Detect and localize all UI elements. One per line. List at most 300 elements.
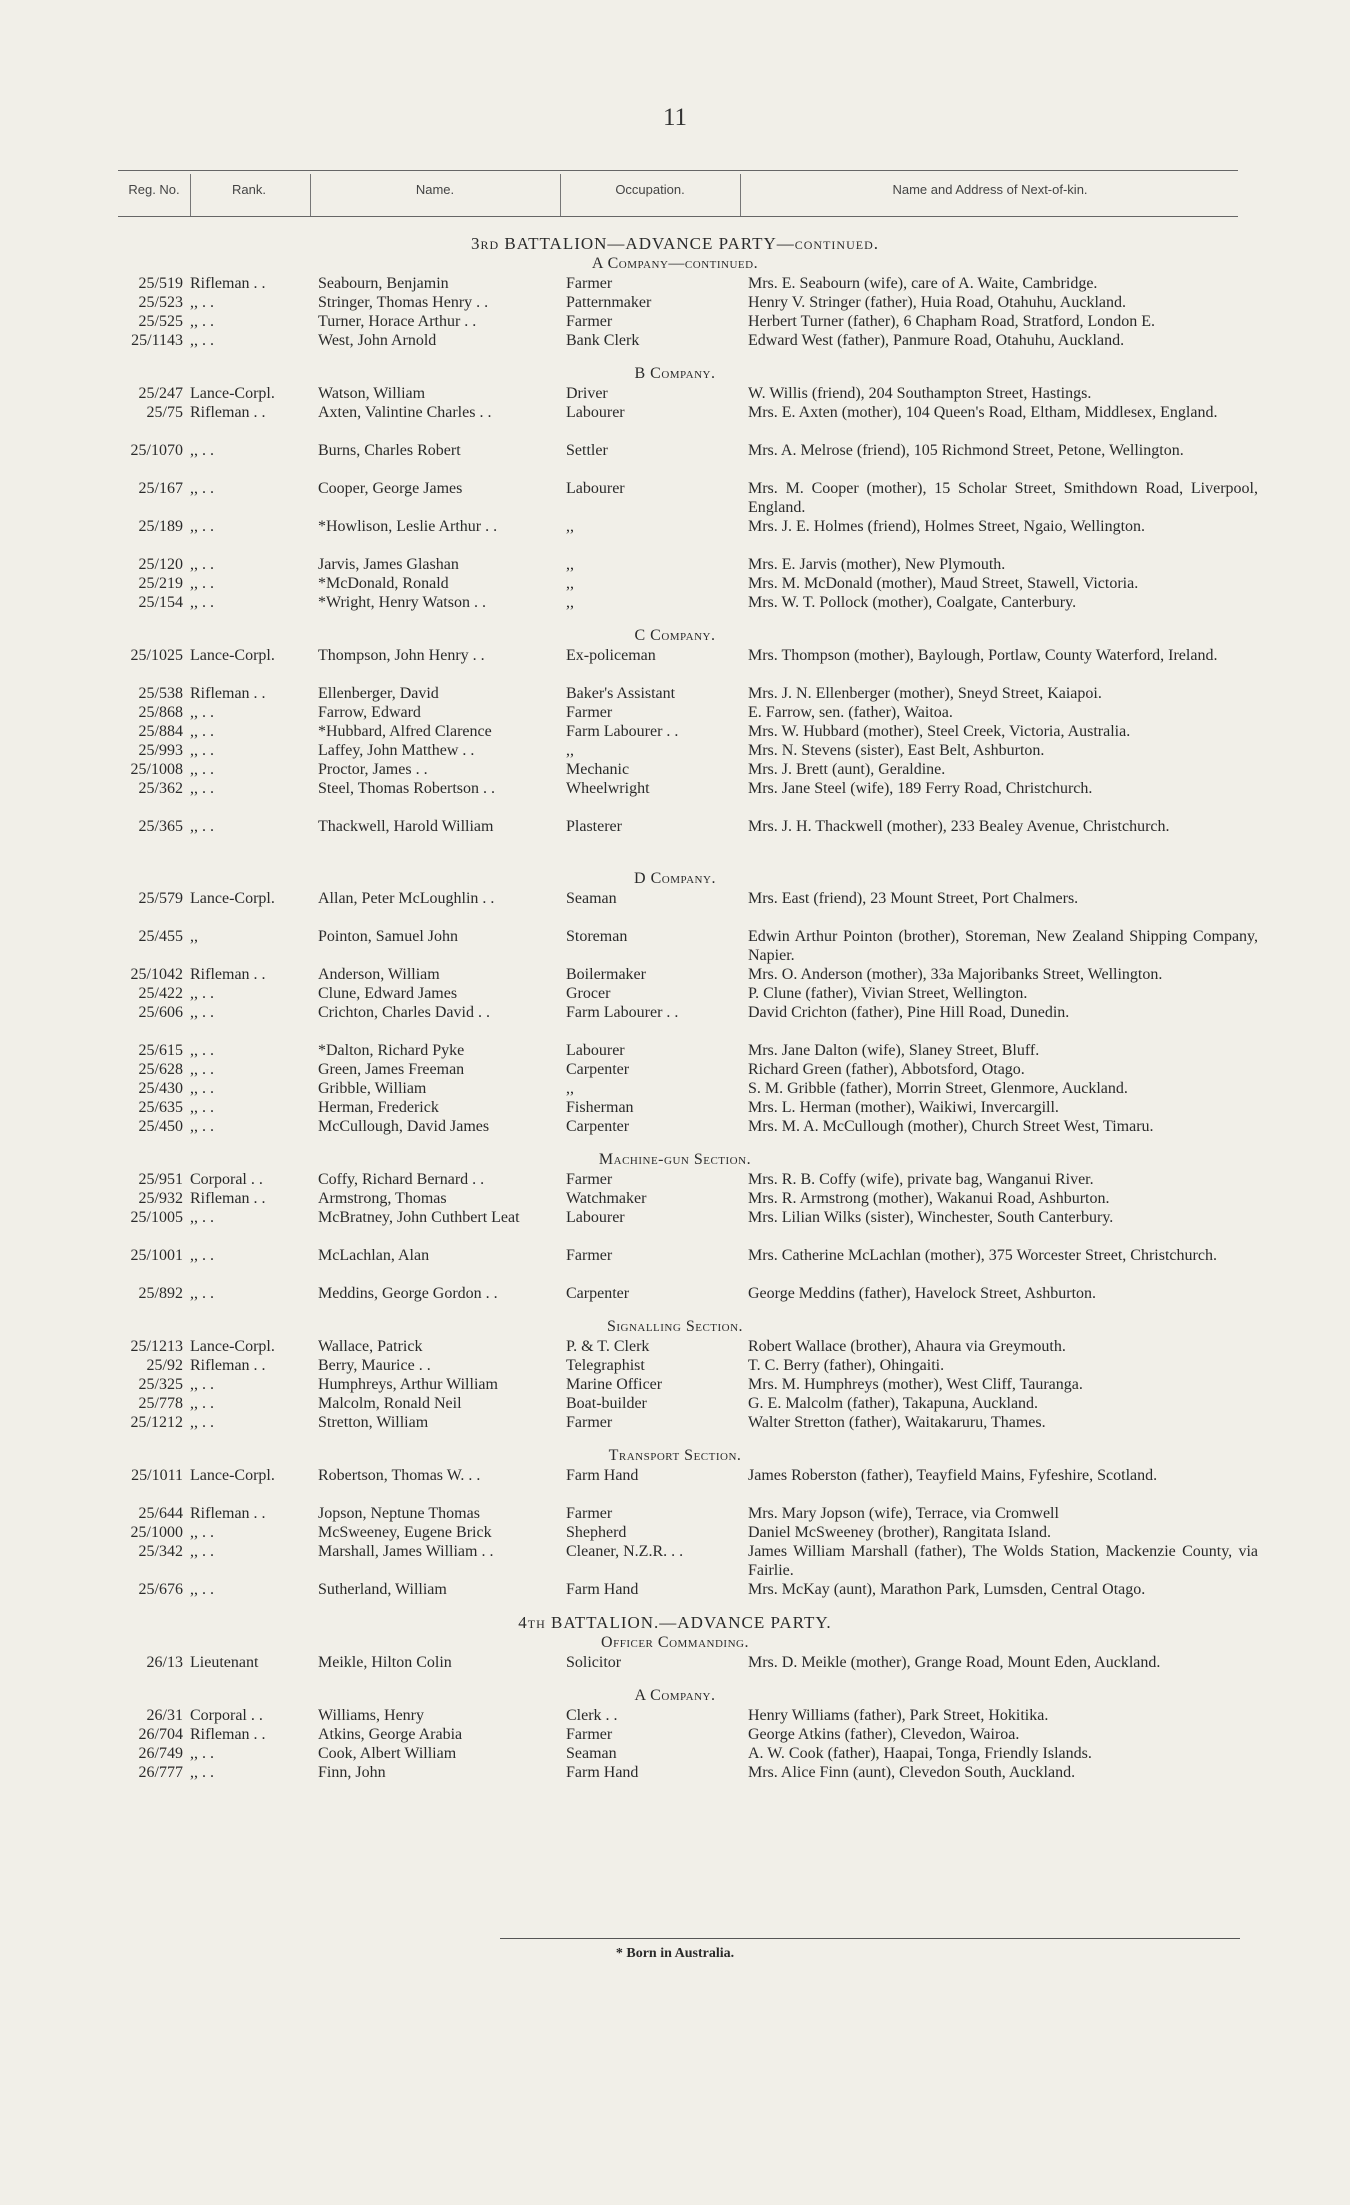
section-title: D Company. <box>634 870 716 887</box>
table-header <box>0 174 1350 214</box>
soldier-name: Clune, Edward James <box>318 985 458 1002</box>
reg-number: 25/1070 <box>130 442 183 459</box>
occupation: ,, <box>566 742 574 759</box>
soldier-name: Thompson, John Henry . . <box>318 647 485 664</box>
rank: Lance-Corpl. <box>190 647 275 664</box>
reg-number: 25/1042 <box>130 966 183 983</box>
next-of-kin: Mrs. D. Meikle (mother), Grange Road, Mount Eden, Auckland. <box>748 1654 1161 1671</box>
soldier-name: *Hubbard, Alfred Clarence <box>318 723 492 740</box>
section-block <box>0 626 1350 855</box>
table-row <box>0 1706 1350 1725</box>
next-of-kin: Mrs. McKay (aunt), Marathon Park, Lumsden, Central Otago. <box>748 1581 1146 1598</box>
next-of-kin: Mrs. Jane Steel (wife), 189 Ferry Road, Christchurch. <box>748 780 1093 797</box>
occupation: Seaman <box>566 890 617 907</box>
section-block <box>0 1686 1350 1782</box>
next-of-kin: Richard Green (father), Abbotsford, Otago. <box>748 1061 1025 1078</box>
reg-number: 25/450 <box>138 1118 183 1135</box>
reg-number: 25/1008 <box>130 761 183 778</box>
rank: ,, . . <box>190 594 214 611</box>
next-of-kin: Mrs. E. Jarvis (mother), New Plymouth. <box>748 556 1006 573</box>
header-top-rule <box>118 170 1238 171</box>
occupation: Solicitor <box>566 1654 622 1671</box>
table-row <box>0 984 1350 1003</box>
table-row <box>0 1170 1350 1189</box>
occupation: ,, <box>566 575 574 592</box>
next-of-kin: G. E. Malcolm (father), Takapuna, Auckland. <box>748 1395 1039 1412</box>
table-row <box>0 1079 1350 1098</box>
table-row <box>0 441 1350 479</box>
soldier-name: Turner, Horace Arthur . . <box>318 313 477 330</box>
rank: ,, . . <box>190 1004 214 1021</box>
next-of-kin: Edward West (father), Panmure Road, Otahuhu, Auckland. <box>748 332 1125 349</box>
table-row <box>0 1394 1350 1413</box>
reg-number: 25/884 <box>138 723 183 740</box>
reg-number: 25/892 <box>138 1285 183 1302</box>
footer-rule <box>500 1938 1240 1939</box>
next-of-kin: Mrs. M. A. McCullough (mother), Church Street West, Timaru. <box>748 1118 1154 1135</box>
section-block <box>0 234 1350 350</box>
reg-number: 25/154 <box>138 594 183 611</box>
rank: ,, . . <box>190 1414 214 1431</box>
soldier-name: Watson, William <box>318 385 426 402</box>
rank: ,, . . <box>190 518 214 535</box>
soldier-name: Stringer, Thomas Henry . . <box>318 294 489 311</box>
occupation: Labourer <box>566 1209 625 1226</box>
rank: ,, . . <box>190 556 214 573</box>
soldier-name: Ellenberger, David <box>318 685 439 702</box>
rank: Rifleman . . <box>190 404 266 421</box>
next-of-kin: David Crichton (father), Pine Hill Road, Dunedin. <box>748 1004 1070 1021</box>
occupation: Farmer <box>566 1505 613 1522</box>
rank: Rifleman . . <box>190 685 266 702</box>
occupation: Labourer <box>566 480 625 497</box>
soldier-name: *Howlison, Leslie Arthur . . <box>318 518 498 535</box>
table-row <box>0 312 1350 331</box>
table-row <box>0 555 1350 574</box>
reg-number: 25/1011 <box>131 1467 183 1484</box>
header-rank: Rank. <box>232 182 266 197</box>
occupation: Cleaner, N.Z.R. . . <box>566 1543 684 1560</box>
soldier-name: Burns, Charles Robert <box>318 442 461 459</box>
occupation: Plasterer <box>566 818 622 835</box>
reg-number: 25/932 <box>138 1190 183 1207</box>
soldier-name: Proctor, James . . <box>318 761 428 778</box>
section-title: A Company—continued. <box>591 255 759 272</box>
soldier-name: Laffey, John Matthew . . <box>318 742 475 759</box>
occupation: Clerk . . <box>566 1707 618 1724</box>
rank: Lieutenant <box>190 1654 259 1671</box>
soldier-name: McCullough, David James <box>318 1118 490 1135</box>
rank: Rifleman . . <box>190 275 266 292</box>
soldier-name: Armstrong, Thomas <box>318 1190 447 1207</box>
soldier-name: Robertson, Thomas W. . . <box>318 1467 481 1484</box>
section-block <box>0 364 1350 612</box>
reg-number: 25/189 <box>138 518 183 535</box>
rank: ,, . . <box>190 1395 214 1412</box>
rank: Lance-Corpl. <box>190 385 275 402</box>
reg-number: 25/993 <box>138 742 183 759</box>
table-row <box>0 1580 1350 1599</box>
soldier-name: West, John Arnold <box>318 332 437 349</box>
occupation: Shepherd <box>566 1524 627 1541</box>
table-row <box>0 293 1350 312</box>
occupation: Carpenter <box>566 1118 630 1135</box>
next-of-kin: Mrs. Lilian Wilks (sister), Winchester, South Canterbury. <box>748 1209 1114 1226</box>
next-of-kin: Mrs. M. McDonald (mother), Maud Street, Stawell, Victoria. <box>748 575 1139 592</box>
table-row <box>0 403 1350 441</box>
soldier-name: McBratney, John Cuthbert Leat <box>318 1209 520 1226</box>
occupation: Driver <box>566 385 608 402</box>
occupation: Farm Hand <box>566 1764 639 1781</box>
next-of-kin: Mrs. Jane Dalton (wife), Slaney Street, Bluff. <box>748 1042 1040 1059</box>
reg-number: 25/523 <box>138 294 183 311</box>
occupation: ,, <box>566 518 574 535</box>
table-row <box>0 1208 1350 1246</box>
section-block <box>0 1150 1350 1303</box>
rank: ,, . . <box>190 742 214 759</box>
soldier-name: Herman, Frederick <box>318 1099 439 1116</box>
next-of-kin: Mrs. R. Armstrong (mother), Wakanui Road, Ashburton. <box>748 1190 1110 1207</box>
soldier-name: Farrow, Edward <box>318 704 421 721</box>
next-of-kin: Mrs. N. Stevens (sister), East Belt, Ashburton. <box>748 742 1045 759</box>
occupation: Farm Labourer . . <box>566 1004 679 1021</box>
soldier-name: Green, James Freeman <box>318 1061 465 1078</box>
soldier-name: Allan, Peter McLoughlin . . <box>318 890 495 907</box>
reg-number: 25/628 <box>138 1061 183 1078</box>
table-row <box>0 1725 1350 1744</box>
table-row <box>0 1041 1350 1060</box>
section-title: A Company. <box>634 1687 716 1704</box>
rank: ,, . . <box>190 1764 214 1781</box>
section-block <box>0 869 1350 1136</box>
rank: ,, . . <box>190 575 214 592</box>
soldier-name: Malcolm, Ronald Neil <box>318 1395 462 1412</box>
rank: ,, . . <box>190 1745 214 1762</box>
reg-number: 25/75 <box>146 404 183 421</box>
occupation: Farmer <box>566 1414 613 1431</box>
section-block <box>0 1317 1350 1432</box>
table-row <box>0 779 1350 817</box>
soldier-name: Sutherland, William <box>318 1581 447 1598</box>
next-of-kin: Mrs. Mary Jopson (wife), Terrace, via Cromwell <box>748 1505 1059 1522</box>
section-title: 3rd BATTALION—ADVANCE PARTY—continued. <box>471 234 879 253</box>
next-of-kin: Mrs. Thompson (mother), Baylough, Portlaw, County Waterford, Ireland. <box>748 647 1218 664</box>
reg-number: 25/1001 <box>130 1247 183 1264</box>
table-row <box>0 593 1350 612</box>
rank: ,, . . <box>190 1080 214 1097</box>
next-of-kin: Mrs. E. Seabourn (wife), care of A. Waite, Cambridge. <box>748 275 1098 292</box>
rank: ,, . . <box>190 480 214 497</box>
occupation: Seaman <box>566 1745 617 1762</box>
occupation: ,, <box>566 594 574 611</box>
rank: ,, . . <box>190 723 214 740</box>
section-block <box>0 1613 1350 1672</box>
next-of-kin: Mrs. M. Humphreys (mother), West Cliff, Tauranga. <box>748 1376 1083 1393</box>
occupation: Farmer <box>566 704 613 721</box>
soldier-name: Steel, Thomas Robertson . . <box>318 780 496 797</box>
table-row <box>0 927 1350 965</box>
reg-number: 25/1005 <box>130 1209 183 1226</box>
table-row <box>0 517 1350 555</box>
reg-number: 25/951 <box>138 1171 183 1188</box>
page-number: 11 <box>662 104 688 131</box>
occupation: Settler <box>566 442 608 459</box>
reg-number: 25/579 <box>138 890 183 907</box>
soldier-name: Stretton, William <box>318 1414 429 1431</box>
occupation: Boilermaker <box>566 966 646 983</box>
rank: ,, . . <box>190 313 214 330</box>
next-of-kin: A. W. Cook (father), Haapai, Tonga, Friendly Islands. <box>748 1745 1092 1762</box>
table-row <box>0 965 1350 984</box>
occupation: Farmer <box>566 275 613 292</box>
occupation: ,, <box>566 1080 574 1097</box>
soldier-name: McLachlan, Alan <box>318 1247 430 1264</box>
occupation: Marine Officer <box>566 1376 663 1393</box>
occupation: ,, <box>566 556 574 573</box>
rank: ,, . . <box>190 442 214 459</box>
soldier-name: Anderson, William <box>318 966 440 983</box>
table-row <box>0 817 1350 855</box>
table-row <box>0 1653 1350 1672</box>
reg-number: 25/219 <box>138 575 183 592</box>
occupation: Telegraphist <box>566 1357 645 1374</box>
reg-number: 25/1000 <box>130 1524 183 1541</box>
next-of-kin: James Roberston (father), Teayfield Mains, Fyfeshire, Scotland. <box>748 1467 1158 1484</box>
section-title: Machine-gun Section. <box>598 1151 752 1168</box>
reg-number: 25/422 <box>138 985 183 1002</box>
section-title: Transport Section. <box>608 1447 742 1464</box>
rank: Rifleman . . <box>190 1505 266 1522</box>
reg-number: 25/325 <box>138 1376 183 1393</box>
table-row <box>0 274 1350 293</box>
table-row <box>0 1466 1350 1504</box>
table-row <box>0 722 1350 741</box>
next-of-kin: George Meddins (father), Havelock Street, Ashburton. <box>748 1285 1097 1302</box>
reg-number: 25/120 <box>138 556 183 573</box>
next-of-kin: Mrs. East (friend), 23 Mount Street, Port Chalmers. <box>748 890 1079 907</box>
next-of-kin: Mrs. J. Brett (aunt), Geraldine. <box>748 761 946 778</box>
reg-number: 25/615 <box>138 1042 183 1059</box>
reg-number: 25/1212 <box>130 1414 183 1431</box>
rank: Corporal . . <box>190 1171 263 1188</box>
occupation: Carpenter <box>566 1285 630 1302</box>
reg-number: 25/538 <box>138 685 183 702</box>
table-row <box>0 1284 1350 1303</box>
reg-number: 26/13 <box>146 1654 183 1671</box>
header-name: Name. <box>415 182 455 197</box>
occupation: Farmer <box>566 1726 613 1743</box>
occupation: Grocer <box>566 985 611 1002</box>
rank: Corporal . . <box>190 1707 263 1724</box>
soldier-name: Crichton, Charles David . . <box>318 1004 490 1021</box>
rank: ,, . . <box>190 1042 214 1059</box>
reg-number: 25/635 <box>138 1099 183 1116</box>
occupation: Boat-builder <box>566 1395 647 1412</box>
rank: Rifleman . . <box>190 1726 266 1743</box>
reg-number: 25/644 <box>138 1505 183 1522</box>
occupation: Baker's Assistant <box>566 685 676 702</box>
header-bottom-rule <box>118 216 1238 217</box>
soldier-name: Atkins, George Arabia <box>318 1726 463 1743</box>
reg-number: 25/525 <box>138 313 183 330</box>
soldier-name: Wallace, Patrick <box>318 1338 423 1355</box>
reg-number: 26/749 <box>138 1745 183 1762</box>
occupation: Ex-policeman <box>566 647 656 664</box>
reg-number: 25/362 <box>138 780 183 797</box>
reg-number: 25/868 <box>138 704 183 721</box>
reg-number: 25/167 <box>138 480 183 497</box>
soldier-name: Jopson, Neptune Thomas <box>318 1505 480 1522</box>
table-row <box>0 1337 1350 1356</box>
table-row <box>0 760 1350 779</box>
next-of-kin: T. C. Berry (father), Ohingaiti. <box>748 1357 945 1374</box>
table-row <box>0 741 1350 760</box>
next-of-kin: Herbert Turner (father), 6 Chapham Road, Stratford, London E. <box>748 313 1156 330</box>
reg-number: 25/1213 <box>130 1338 183 1355</box>
rank: ,, . . <box>190 1118 214 1135</box>
rank: ,, . . <box>190 818 214 835</box>
soldier-name: Pointon, Samuel John <box>318 928 459 945</box>
next-of-kin: Mrs. E. Axten (mother), 104 Queen's Road, Eltham, Middlesex, England. <box>748 404 1218 421</box>
soldier-name: Jarvis, James Glashan <box>318 556 459 573</box>
reg-number: 25/519 <box>138 275 183 292</box>
next-of-kin: Mrs. A. Melrose (friend), 105 Richmond Street, Petone, Wellington. <box>748 442 1184 459</box>
table-row <box>0 1356 1350 1375</box>
table-row <box>0 1375 1350 1394</box>
soldier-name: Axten, Valintine Charles . . <box>318 404 492 421</box>
table-row <box>0 889 1350 927</box>
table-row <box>0 1246 1350 1284</box>
table-row <box>0 574 1350 593</box>
soldier-name: Meddins, George Gordon . . <box>318 1285 498 1302</box>
next-of-kin: W. Willis (friend), 204 Southampton Street, Hastings. <box>748 385 1092 402</box>
occupation: Patternmaker <box>566 294 652 311</box>
next-of-kin: George Atkins (father), Clevedon, Wairoa. <box>748 1726 1020 1743</box>
section-title: 4th BATTALION.—ADVANCE PARTY. <box>518 1613 832 1632</box>
occupation: P. & T. Clerk <box>566 1338 650 1355</box>
next-of-kin: Mrs. W. Hubbard (mother), Steel Creek, Victoria, Australia. <box>748 723 1131 740</box>
rank: ,, . . <box>190 780 214 797</box>
next-of-kin: Daniel McSweeney (brother), Rangitata Island. <box>748 1524 1052 1541</box>
table-row <box>0 1117 1350 1136</box>
rank: ,, . . <box>190 1209 214 1226</box>
table-row <box>0 1003 1350 1041</box>
reg-number: 26/777 <box>138 1764 183 1781</box>
table-row <box>0 1523 1350 1542</box>
rank: Lance-Corpl. <box>190 890 275 907</box>
occupation: Carpenter <box>566 1061 630 1078</box>
occupation: Farmer <box>566 1171 613 1188</box>
soldier-name: Coffy, Richard Bernard . . <box>318 1171 485 1188</box>
reg-number: 25/342 <box>138 1543 183 1560</box>
section-title: Signalling Section. <box>606 1318 744 1335</box>
soldier-name: *Dalton, Richard Pyke <box>318 1042 465 1059</box>
table-row <box>0 1189 1350 1208</box>
occupation: Storeman <box>566 928 628 945</box>
next-of-kin: Mrs. Alice Finn (aunt), Clevedon South, Auckland. <box>748 1764 1076 1781</box>
occupation: Mechanic <box>566 761 630 778</box>
occupation: Fisherman <box>566 1099 634 1116</box>
rank: Rifleman . . <box>190 1357 266 1374</box>
section-title: B Company. <box>634 365 716 382</box>
section-title: C Company. <box>634 627 716 644</box>
next-of-kin: Edwin Arthur Pointon (brother), Storeman, New Zealand Shipping Company, Napier. <box>748 928 1258 964</box>
rank: ,, . . <box>190 1376 214 1393</box>
reg-number: 25/430 <box>138 1080 183 1097</box>
reg-number: 25/606 <box>138 1004 183 1021</box>
header-kin: Name and Address of Next-of-kin. <box>892 182 1088 197</box>
table-row <box>0 703 1350 722</box>
soldier-name: *McDonald, Ronald <box>318 575 449 592</box>
reg-number: 26/704 <box>138 1726 183 1743</box>
reg-number: 25/365 <box>138 818 183 835</box>
next-of-kin: Mrs. Catherine McLachlan (mother), 375 Worcester Street, Christchurch. <box>748 1247 1217 1264</box>
soldier-name: Cooper, George James <box>318 480 463 497</box>
occupation: Farm Labourer . . <box>566 723 679 740</box>
rank: ,, . . <box>190 704 214 721</box>
occupation: Farm Hand <box>566 1581 639 1598</box>
table-row <box>0 1763 1350 1782</box>
section-block <box>0 1446 1350 1599</box>
table-row <box>0 331 1350 350</box>
next-of-kin: S. M. Gribble (father), Morrin Street, Glenmore, Auckland. <box>748 1080 1128 1097</box>
soldier-name: Williams, Henry <box>318 1707 424 1724</box>
rank: ,, <box>190 928 198 945</box>
table-row <box>0 1413 1350 1432</box>
reg-number: 25/1143 <box>131 332 183 349</box>
soldier-name: Cook, Albert William <box>318 1745 457 1762</box>
rank: ,, . . <box>190 1581 214 1598</box>
next-of-kin: E. Farrow, sen. (father), Waitoa. <box>748 704 953 721</box>
next-of-kin: James William Marshall (father), The Wolds Station, Mackenzie County, via Fairlie. <box>748 1543 1258 1579</box>
table-row <box>0 384 1350 403</box>
occupation: Labourer <box>566 1042 625 1059</box>
next-of-kin: Henry Williams (father), Park Street, Hokitika. <box>748 1707 1049 1724</box>
table-row <box>0 684 1350 703</box>
soldier-name: Finn, John <box>318 1764 386 1781</box>
rank: Rifleman . . <box>190 966 266 983</box>
occupation: Bank Clerk <box>566 332 640 349</box>
rank: ,, . . <box>190 332 214 349</box>
table-row <box>0 1504 1350 1523</box>
table-row <box>0 479 1350 517</box>
soldier-name: Berry, Maurice . . <box>318 1357 431 1374</box>
next-of-kin: Mrs. J. H. Thackwell (mother), 233 Bealey Avenue, Christchurch. <box>748 818 1170 835</box>
next-of-kin: Mrs. J. E. Holmes (friend), Holmes Street, Ngaio, Wellington. <box>748 518 1146 535</box>
occupation: Wheelwright <box>566 780 650 797</box>
header-occupation: Occupation. <box>615 182 685 197</box>
next-of-kin: Mrs. W. T. Pollock (mother), Coalgate, Canterbury. <box>748 594 1077 611</box>
footnote: * Born in Australia. <box>615 1946 735 1961</box>
soldier-name: McSweeney, Eugene Brick <box>318 1524 492 1541</box>
table-row <box>0 1098 1350 1117</box>
occupation: Farmer <box>566 1247 613 1264</box>
rank: ,, . . <box>190 1543 214 1560</box>
table-row <box>0 1060 1350 1079</box>
next-of-kin: Mrs. M. Cooper (mother), 15 Scholar Street, Smithdown Road, Liverpool, England. <box>748 480 1258 516</box>
soldier-name: Gribble, William <box>318 1080 427 1097</box>
reg-number: 25/676 <box>138 1581 183 1598</box>
occupation: Farm Hand <box>566 1467 639 1484</box>
soldier-name: Thackwell, Harold William <box>318 818 494 835</box>
table-row <box>0 1542 1350 1580</box>
roll-content <box>0 234 1350 1782</box>
next-of-kin: Mrs. O. Anderson (mother), 33a Majoribanks Street, Wellington. <box>748 966 1163 983</box>
rank: ,, . . <box>190 1061 214 1078</box>
next-of-kin: Mrs. J. N. Ellenberger (mother), Sneyd Street, Kaiapoi. <box>748 685 1102 702</box>
rank: ,, . . <box>190 761 214 778</box>
table-row <box>0 646 1350 684</box>
